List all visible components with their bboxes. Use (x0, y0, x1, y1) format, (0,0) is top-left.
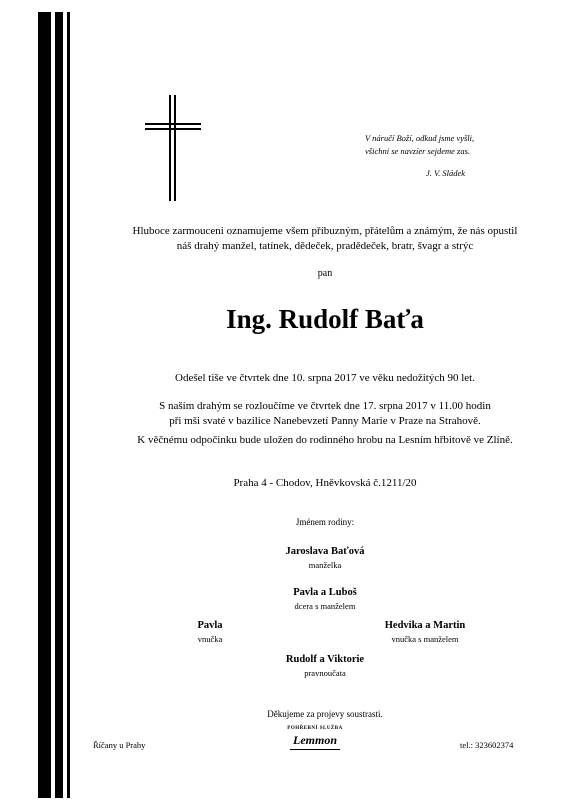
pan-label: pan (317, 268, 333, 279)
address: Praha 4 - Chodov, Hněvkovská č.1211/20 (233, 477, 417, 489)
farewell-line-1: S naším drahým se rozloučíme ve čtvrtek dne 17. srpna 2017 v 11.00 hodin (159, 400, 491, 412)
family-name-2: Pavla a Luboš (293, 587, 357, 598)
thanks: Děkujeme za projevy soustrasti. (267, 709, 383, 719)
mourning-stripe-1 (38, 12, 51, 798)
quote-line-1: V náručí Boží, odkud jsme vyšli, (365, 133, 475, 143)
family-relation-3: vnučka (197, 634, 223, 644)
family-name-4: Hedvika a Martin (384, 620, 466, 631)
death-info: Odešel tiše ve čtvrtek dne 10. srpna 2017 ve věku nedožitých 90 let. (175, 372, 475, 384)
burial-info: K věčnému odpočinku bude uložen do rodinného hrobu na Lesním hřbitově ve Zlíně. (137, 434, 513, 446)
logo-top-text: POHŘEBNÍ SLUŽBA (287, 726, 343, 731)
logo-script-text: Lemmon (293, 733, 337, 747)
family-name-1: Jaroslava Baťová (285, 546, 365, 557)
announcement-line-2: náš drahý manžel, tatínek, dědeček, pradědeček, bratr, švagr a strýc (176, 240, 474, 252)
family-relation-5: pravnoučata (304, 668, 346, 678)
quote-line-2: všichni se navzíer sejdeme zas. (365, 146, 471, 156)
family-intro: Jménem rodiny: (295, 517, 355, 527)
family-relation-2: dcera s manželem (294, 601, 356, 611)
family-relation-1: manželka (308, 560, 342, 570)
family-relation-4: vnučka s manželem (391, 634, 459, 644)
farewell-line-2: při mši svaté v bazilice Nanebevzetí Panny Marie v Praze na Strahově. (169, 415, 481, 427)
deceased-name: Ing. Rudolf Baťa (226, 304, 424, 334)
announcement-line-1: Hluboce zarmouceni oznamujeme všem příbuzným, přátelům a známým, že nás opustil (132, 225, 518, 237)
family-name-5: Rudolf a Viktorie (285, 654, 365, 665)
footer-right: tel.: 323602374 (460, 740, 514, 750)
funeral-service-logo (280, 726, 350, 754)
family-name-3: Pavla (197, 620, 223, 631)
logo-underline (290, 749, 340, 750)
footer-left: Říčany u Prahy (93, 740, 146, 750)
quote-author: J. V. Sládek (426, 168, 466, 178)
